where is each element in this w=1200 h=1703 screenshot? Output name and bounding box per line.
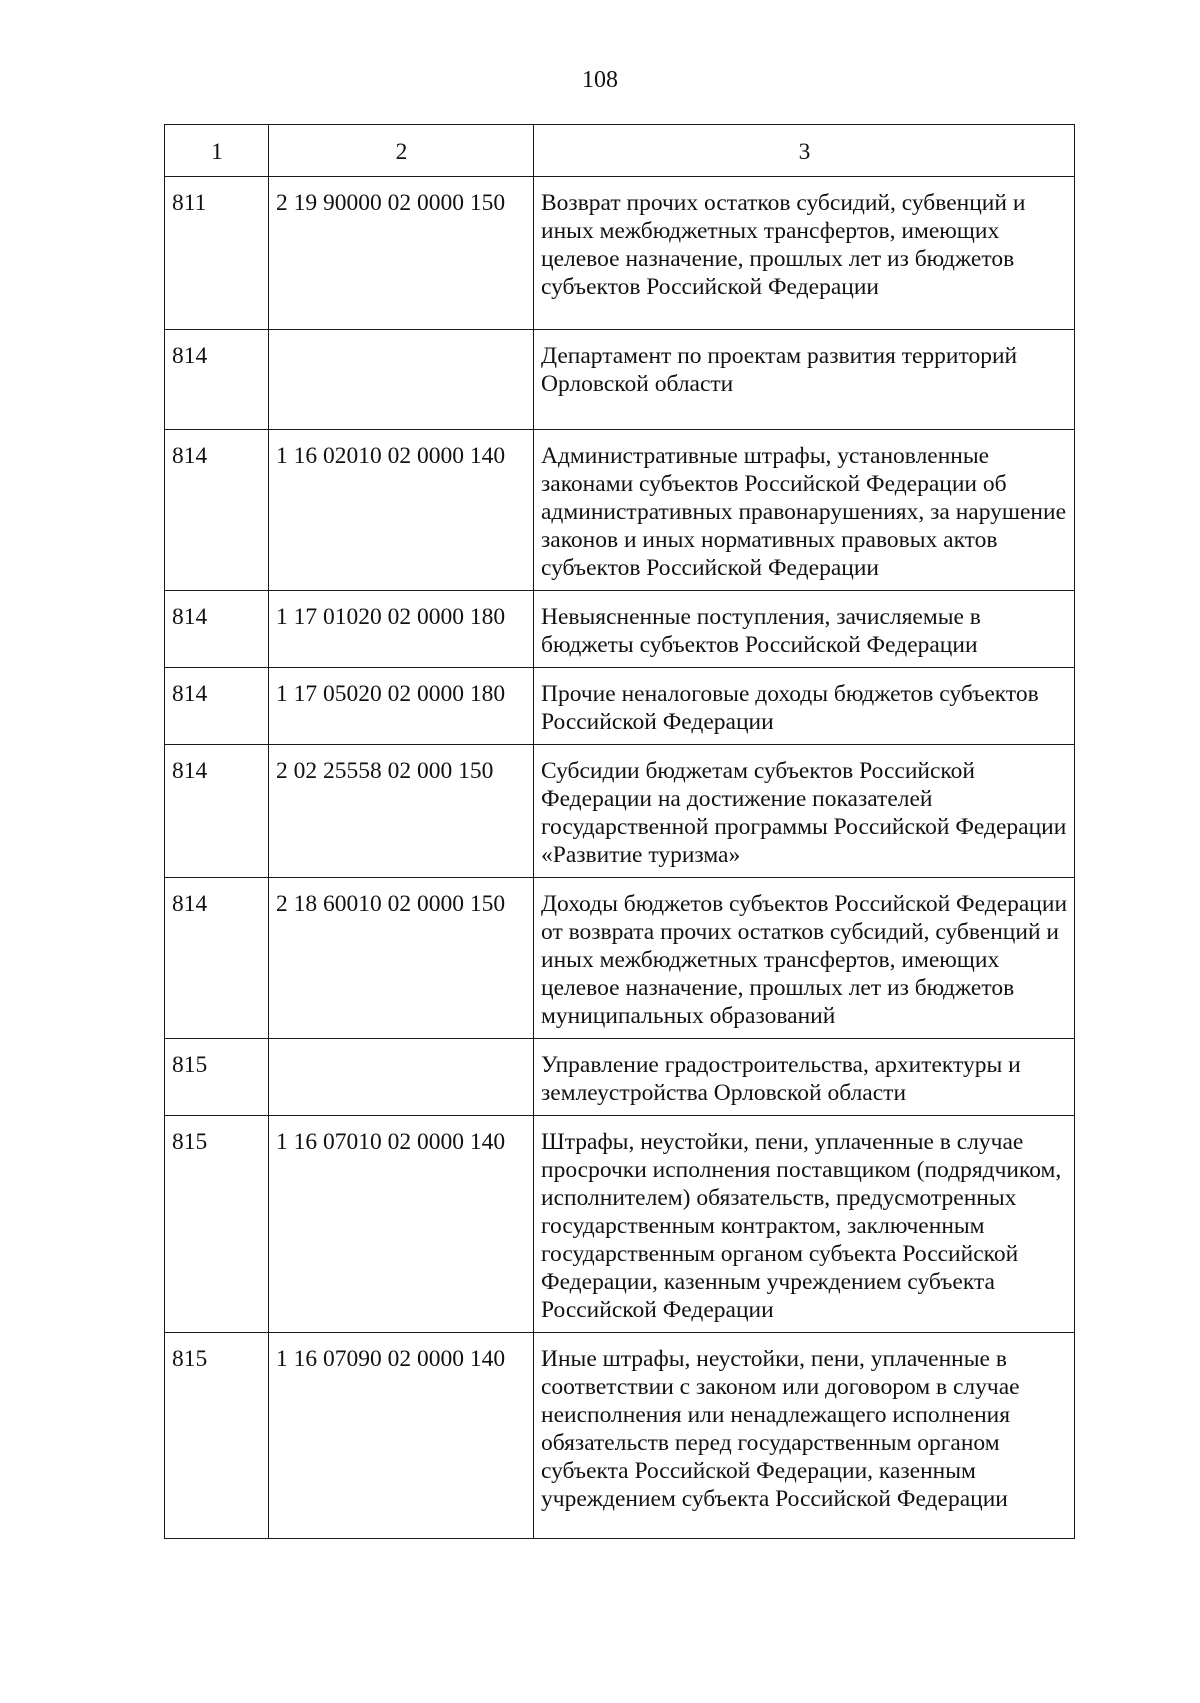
revenue-codes-table — [164, 124, 1075, 1539]
table-row — [165, 668, 1075, 745]
budget-code-cell: 1 17 05020 02 0000 180 — [269, 668, 534, 745]
budget-code-cell: 2 02 25558 02 000 150 — [269, 745, 534, 878]
admin-code-cell: 814 — [165, 668, 269, 745]
admin-code-cell: 814 — [165, 591, 269, 668]
table-row — [165, 177, 1075, 330]
budget-code-cell: 2 19 90000 02 0000 150 — [269, 177, 534, 330]
description-cell: Иные штрафы, неустойки, пени, уплаченные в соответствии с законом или договором в случае неисполнения или ненадлежащего исполнения обязательств перед государственным органом субъекта Российской Федерации, казенным учреждением субъекта Российской Федерации — [534, 1333, 1075, 1539]
budget-code-cell: 1 16 02010 02 0000 140 — [269, 430, 534, 591]
admin-code-cell: 814 — [165, 878, 269, 1039]
admin-code-cell: 815 — [165, 1039, 269, 1116]
admin-code-cell: 811 — [165, 177, 269, 330]
description-cell: Департамент по проектам развития территорий Орловской области — [534, 330, 1075, 430]
description-cell: Возврат прочих остатков субсидий, субвенций и иных межбюджетных трансфертов, имеющих целевое назначение, прошлых лет из бюджетов субъектов Российской Федерации — [534, 177, 1075, 330]
admin-code-cell: 815 — [165, 1116, 269, 1333]
table-row — [165, 591, 1075, 668]
description-cell: Штрафы, неустойки, пени, уплаченные в случае просрочки исполнения поставщиком (подрядчиком, исполнителем) обязательств, предусмотренных государственным контрактом, заключенным государственным органом субъекта Российской Федерации, казенным учреждением субъекта Российской Федерации — [534, 1116, 1075, 1333]
description-cell: Субсидии бюджетам субъектов Российской Федерации на достижение показателей государственной программы Российской Федерации «Развитие туризма» — [534, 745, 1075, 878]
budget-code-cell: 2 18 60010 02 0000 150 — [269, 878, 534, 1039]
budget-code-cell — [269, 1039, 534, 1116]
table-row — [165, 330, 1075, 430]
table-row — [165, 878, 1075, 1039]
budget-code-cell: 1 16 07010 02 0000 140 — [269, 1116, 534, 1333]
table-row — [165, 1116, 1075, 1333]
admin-code-cell: 815 — [165, 1333, 269, 1539]
table-header-row — [165, 125, 1075, 177]
table-row — [165, 745, 1075, 878]
header-col-2: 2 — [269, 125, 534, 177]
table-row — [165, 1333, 1075, 1539]
admin-code-cell: 814 — [165, 330, 269, 430]
description-cell: Прочие неналоговые доходы бюджетов субъектов Российской Федерации — [534, 668, 1075, 745]
admin-code-cell: 814 — [165, 430, 269, 591]
header-col-1: 1 — [165, 125, 269, 177]
description-cell: Доходы бюджетов субъектов Российской Федерации от возврата прочих остатков субсидий, субвенций и иных межбюджетных трансфертов, имеющих целевое назначение, прошлых лет из бюджетов муниципальных образований — [534, 878, 1075, 1039]
table-row — [165, 430, 1075, 591]
table-row — [165, 1039, 1075, 1116]
budget-code-cell — [269, 330, 534, 430]
budget-code-cell: 1 17 01020 02 0000 180 — [269, 591, 534, 668]
admin-code-cell: 814 — [165, 745, 269, 878]
description-cell: Управление градостроительства, архитектуры и землеустройства Орловской области — [534, 1039, 1075, 1116]
header-col-3: 3 — [534, 125, 1075, 177]
description-cell: Невыясненные поступления, зачисляемые в бюджеты субъектов Российской Федерации — [534, 591, 1075, 668]
page-number: 108 — [582, 67, 618, 93]
budget-code-cell: 1 16 07090 02 0000 140 — [269, 1333, 534, 1539]
description-cell: Административные штрафы, установленные законами субъектов Российской Федерации об административных правонарушениях, за нарушение законов и иных нормативных правовых актов субъектов Российской Федерации — [534, 430, 1075, 591]
